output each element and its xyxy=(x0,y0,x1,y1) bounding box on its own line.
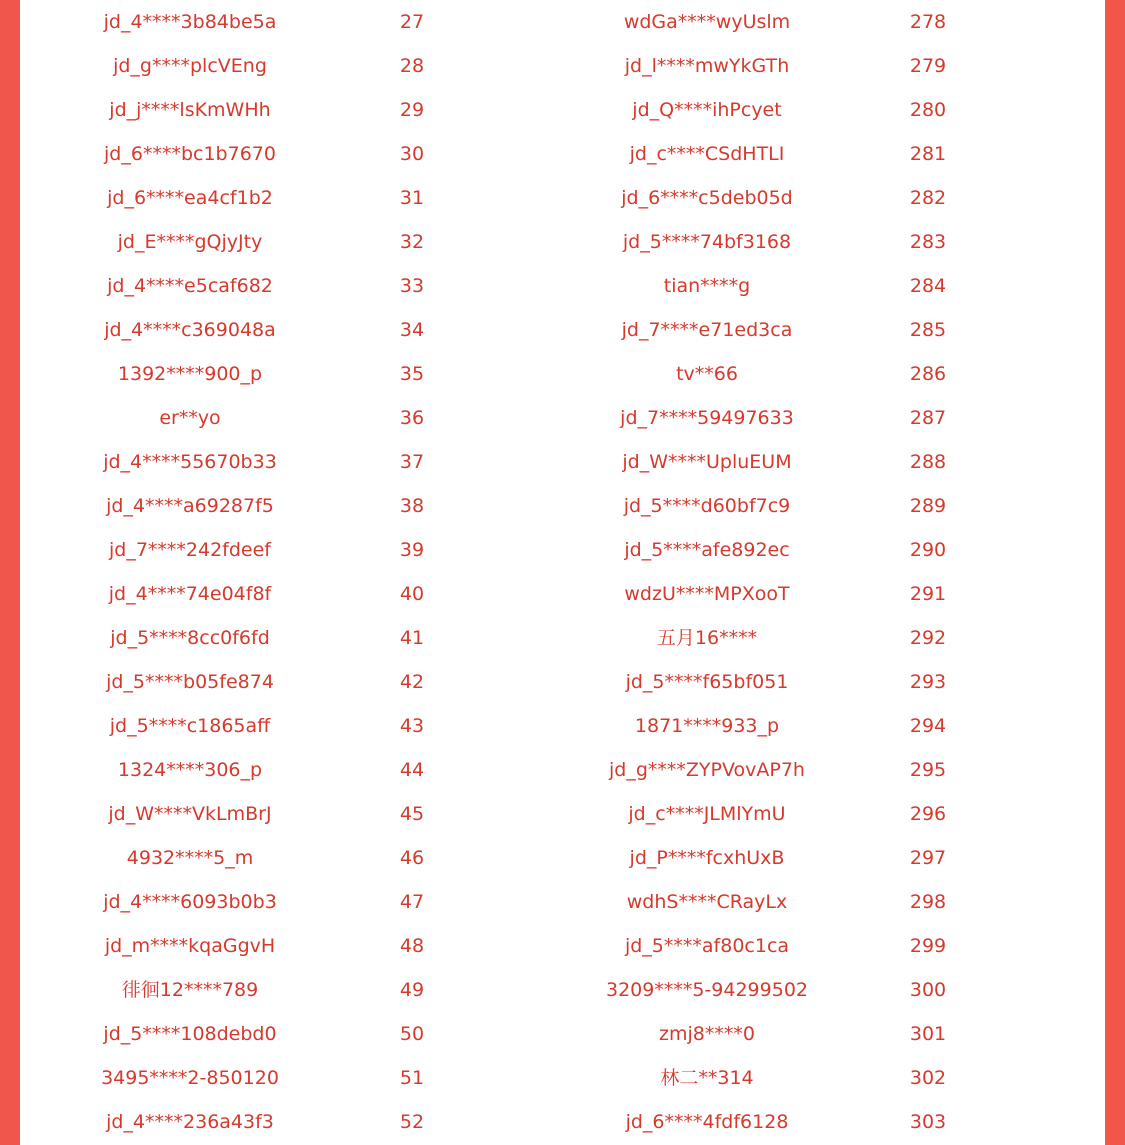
rank-number: 303 xyxy=(909,1111,947,1133)
user-name: jd_c****CSdHTLI xyxy=(629,143,785,165)
rank-number: 28 xyxy=(399,55,425,77)
user-name: jd_5****b05fe874 xyxy=(106,671,274,693)
table-row xyxy=(0,836,1085,880)
user-name: jd_4****a69287f5 xyxy=(106,495,274,517)
user-name: tian****g xyxy=(663,275,751,297)
table-row xyxy=(0,968,1085,1012)
user-name: er**yo xyxy=(159,407,221,429)
user-name: jd_5****74bf3168 xyxy=(622,231,792,253)
user-name: jd_7****59497633 xyxy=(620,407,794,429)
user-name: jd_5****108debd0 xyxy=(103,1023,277,1045)
user-name: jd_4****c369048a xyxy=(104,319,276,341)
rank-number: 291 xyxy=(909,583,947,605)
user-name: jd_g****plcVEng xyxy=(113,55,267,77)
user-name: jd_5****8cc0f6fd xyxy=(110,627,270,649)
rank-number: 297 xyxy=(909,847,947,869)
user-name: 1871****933_p xyxy=(634,715,780,737)
rank-number: 50 xyxy=(399,1023,425,1045)
rank-number: 283 xyxy=(909,231,947,253)
rank-number: 292 xyxy=(909,627,947,649)
user-name: 3209****5-94299502 xyxy=(605,979,808,1001)
rank-number: 46 xyxy=(399,847,425,869)
user-name: jd_4****3b84be5a xyxy=(103,11,277,33)
rank-number: 293 xyxy=(909,671,947,693)
table-row xyxy=(0,132,1085,176)
table-row xyxy=(0,880,1085,924)
rank-number: 279 xyxy=(909,55,947,77)
rank-number: 298 xyxy=(909,891,947,913)
rank-number: 280 xyxy=(909,99,947,121)
user-name: jd_5****af80c1ca xyxy=(624,935,790,957)
rank-number: 287 xyxy=(909,407,947,429)
rank-number: 301 xyxy=(909,1023,947,1045)
rank-number: 33 xyxy=(399,275,425,297)
rank-number: 41 xyxy=(399,627,425,649)
user-name: jd_5****c1865aff xyxy=(109,715,271,737)
user-name: 林二**314 xyxy=(660,1067,754,1089)
user-name: jd_4****236a43f3 xyxy=(106,1111,274,1133)
table-row xyxy=(0,528,1085,572)
user-name: 五月16**** xyxy=(656,627,758,649)
table-row xyxy=(0,88,1085,132)
rank-number: 40 xyxy=(399,583,425,605)
rank-number: 48 xyxy=(399,935,425,957)
user-name: 徘徊12****789 xyxy=(121,979,259,1001)
rank-number: 30 xyxy=(399,143,425,165)
rank-number: 281 xyxy=(909,143,947,165)
table-row xyxy=(0,264,1085,308)
rank-number: 294 xyxy=(909,715,947,737)
user-name: wdzU****MPXooT xyxy=(624,583,790,605)
rank-number: 34 xyxy=(399,319,425,341)
user-name: jd_W****VkLmBrJ xyxy=(108,803,272,825)
rank-number: 47 xyxy=(399,891,425,913)
user-name: jd_W****UpluEUM xyxy=(622,451,792,473)
user-name: 4932****5_m xyxy=(126,847,254,869)
user-name: jd_6****c5deb05d xyxy=(621,187,793,209)
user-name: jd_4****e5caf682 xyxy=(107,275,273,297)
table-row xyxy=(0,440,1085,484)
user-name: jd_j****lsKmWHh xyxy=(109,99,271,121)
table-row xyxy=(0,1012,1085,1056)
table-row xyxy=(0,0,1085,44)
user-name: 1392****900_p xyxy=(117,363,263,385)
rank-number: 278 xyxy=(909,11,947,33)
user-name: jd_5****d60bf7c9 xyxy=(623,495,791,517)
rank-number: 38 xyxy=(399,495,425,517)
rank-number: 299 xyxy=(909,935,947,957)
rank-number: 45 xyxy=(399,803,425,825)
rank-number: 296 xyxy=(909,803,947,825)
rank-number: 300 xyxy=(909,979,947,1001)
rank-number: 290 xyxy=(909,539,947,561)
table-row xyxy=(0,792,1085,836)
rank-number: 286 xyxy=(909,363,947,385)
rank-number: 302 xyxy=(909,1067,947,1089)
rank-number: 51 xyxy=(399,1067,425,1089)
rank-number: 49 xyxy=(399,979,425,1001)
table-row xyxy=(0,748,1085,792)
rank-number: 39 xyxy=(399,539,425,561)
rank-number: 288 xyxy=(909,451,947,473)
user-name: jd_6****bc1b7670 xyxy=(104,143,276,165)
rank-number: 35 xyxy=(399,363,425,385)
table-row xyxy=(0,308,1085,352)
user-name: 1324****306_p xyxy=(117,759,263,781)
rank-number: 27 xyxy=(399,11,425,33)
user-name: jd_7****242fdeef xyxy=(108,539,271,561)
table-row xyxy=(0,616,1085,660)
rank-number: 32 xyxy=(399,231,425,253)
table-row xyxy=(0,660,1085,704)
table-row xyxy=(0,704,1085,748)
user-name: 3495****2-850120 xyxy=(101,1067,279,1089)
user-name: zmj8****0 xyxy=(659,1023,755,1045)
rank-number: 36 xyxy=(399,407,425,429)
rank-number: 289 xyxy=(909,495,947,517)
user-name: jd_m****kqaGgvH xyxy=(104,935,276,957)
user-name: jd_4****74e04f8f xyxy=(108,583,272,605)
user-name: wdhS****CRayLx xyxy=(626,891,788,913)
table-row xyxy=(0,1056,1085,1100)
rank-number: 284 xyxy=(909,275,947,297)
rank-number: 37 xyxy=(399,451,425,473)
user-name: jd_c****JLMlYmU xyxy=(628,803,786,825)
rank-number: 43 xyxy=(399,715,425,737)
rank-number: 44 xyxy=(399,759,425,781)
table-row xyxy=(0,176,1085,220)
user-name: jd_l****mwYkGTh xyxy=(624,55,790,77)
rank-number: 282 xyxy=(909,187,947,209)
user-name: jd_5****f65bf051 xyxy=(625,671,789,693)
user-name: jd_g****ZYPVovAP7h xyxy=(609,759,805,781)
user-name: jd_4****6093b0b3 xyxy=(103,891,277,913)
user-name: jd_P****fcxhUxB xyxy=(629,847,785,869)
user-name: jd_4****55670b33 xyxy=(103,451,277,473)
user-name: jd_6****ea4cf1b2 xyxy=(107,187,273,209)
table-row xyxy=(0,1100,1085,1144)
user-name: jd_5****afe892ec xyxy=(624,539,790,561)
table-row xyxy=(0,572,1085,616)
rank-number: 31 xyxy=(399,187,425,209)
user-name: tv**66 xyxy=(676,363,738,385)
rank-number: 285 xyxy=(909,319,947,341)
table-row xyxy=(0,352,1085,396)
rank-number: 29 xyxy=(399,99,425,121)
table-row xyxy=(0,484,1085,528)
table-row xyxy=(0,44,1085,88)
user-name: jd_6****4fdf6128 xyxy=(625,1111,789,1133)
table-row xyxy=(0,220,1085,264)
winners-list xyxy=(20,0,1105,1145)
table-row xyxy=(0,924,1085,968)
rank-number: 52 xyxy=(399,1111,425,1133)
rank-number: 42 xyxy=(399,671,425,693)
user-name: wdGa****wyUslm xyxy=(623,11,791,33)
user-name: jd_7****e71ed3ca xyxy=(621,319,793,341)
user-name: jd_Q****ihPcyet xyxy=(632,99,782,121)
table-row xyxy=(0,396,1085,440)
rank-number: 295 xyxy=(909,759,947,781)
user-name: jd_E****gQjyJty xyxy=(117,231,263,253)
